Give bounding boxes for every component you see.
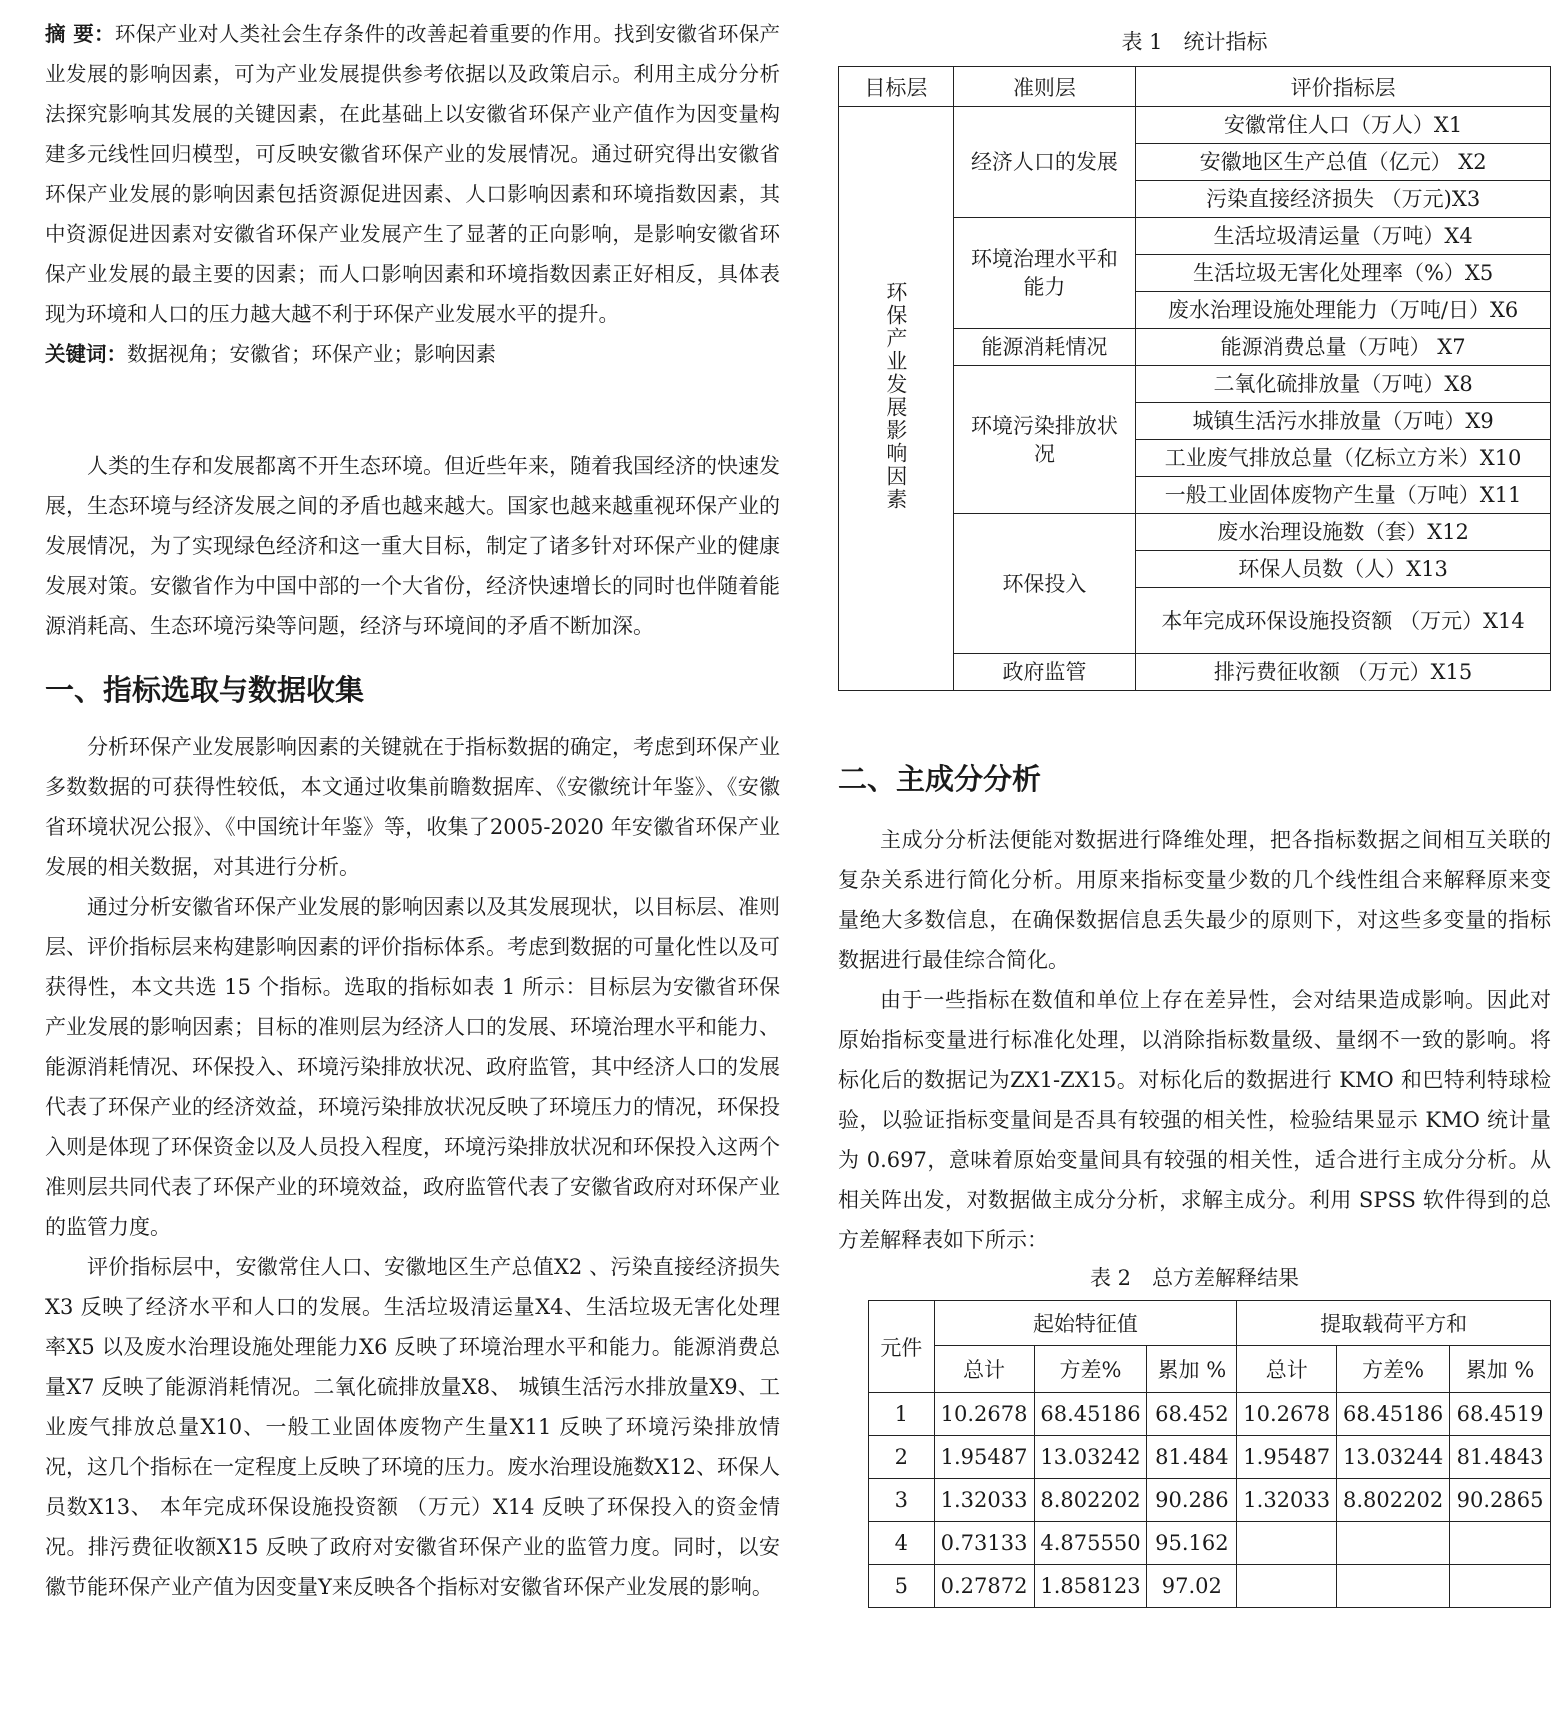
section1-p3: 评价指标层中，安徽常住人口、安徽地区生产总值X2 、污染直接经济损失X3 反映了经济水平和人口的发展。生活垃圾清运量X4、生活垃圾无害化处理率X5 以及废水治理设施处理能力X6 反映了环境治理水平和能力。能源消费总量X7 反映了能源消耗情况。二氧化硫排放量X8、 城镇生活污水排放量X9、工业废气排放总量X10、一般工业固体废物产生量X11 反映了环境污染排放情况，这几个指标在一定程度上反映了环境的压力。废水治理设施数X12、环保人员数X13、 本年完成环保设施投资额 （万元）X14 反映了环保投入的资金情况。排污费征收额X15 反映了政府对安徽省环保产业的监管力度。同时，以安徽节能环保产业产值为因变量Y来反映各个指标对安徽省环保产业发展的影响。 — [45, 1255, 780, 1599]
table2-value-cell: 1.95487 — [1237, 1436, 1337, 1479]
table2-value-cell: 68.4519 — [1450, 1393, 1551, 1436]
table1-header-target: 目标层 — [839, 67, 954, 107]
table2-row — [869, 1522, 1551, 1565]
table1-row — [839, 107, 1551, 144]
table2-component-cell: 3 — [869, 1479, 935, 1522]
table1-indicator-cell: 能源消费总量（万吨） X7 — [1136, 329, 1551, 366]
table2-value-cell — [1337, 1565, 1450, 1608]
section1-p1: 分析环保产业发展影响因素的关键就在于指标数据的确定，考虑到环保产业多数数据的可获得性较低，本文通过收集前瞻数据库、《安徽统计年鉴》、《安徽省环境状况公报》、《中国统计年鉴》等，收集了2005-2020 年安徽省环保产业发展的相关数据，对其进行分析。 — [45, 735, 780, 879]
table1-header-criterion: 准则层 — [953, 67, 1136, 107]
table2-subheader: 方差% — [1034, 1346, 1147, 1393]
table1-target-label: 环保产业发展影响因素 — [883, 281, 908, 511]
table2-value-cell: 13.03242 — [1034, 1436, 1147, 1479]
left-column — [45, 0, 780, 1607]
table2-subheader: 累加 % — [1147, 1346, 1237, 1393]
table1-indicator-cell: 工业废气排放总量（亿标立方米）X10 — [1136, 440, 1551, 477]
table2-value-cell: 13.03244 — [1337, 1436, 1450, 1479]
section1-title: 一、指标选取与数据收集 — [45, 673, 365, 707]
table2-value-cell: 81.484 — [1147, 1436, 1237, 1479]
table2-value-cell — [1337, 1522, 1450, 1565]
section2-p1: 主成分分析法便能对数据进行降维处理，把各指标数据之间相互关联的复杂关系进行简化分析。用原来指标变量少数的几个线性组合来解释原来变量绝大多数信息，在确保数据信息丢失最少的原则下，对这些多变量的指标数据进行最佳综合简化。 — [838, 828, 1551, 972]
table1-indicator-cell: 生活垃圾清运量（万吨）X4 — [1136, 218, 1551, 255]
table2-header-extract: 提取载荷平方和 — [1237, 1301, 1551, 1346]
table2-value-cell: 68.45186 — [1034, 1393, 1147, 1436]
table1-indicator-cell: 废水治理设施处理能力（万吨/日）X6 — [1136, 292, 1551, 329]
table1-indicator-cell: 一般工业固体废物产生量（万吨）X11 — [1136, 477, 1551, 514]
table2-value-cell: 0.27872 — [934, 1565, 1034, 1608]
table1-indicator-cell: 排污费征收额 （万元）X15 — [1136, 654, 1551, 691]
table2-value-cell: 90.286 — [1147, 1479, 1237, 1522]
table1-indicator-cell: 生活垃圾无害化处理率（%）X5 — [1136, 255, 1551, 292]
table2-value-cell: 95.162 — [1147, 1522, 1237, 1565]
table2-value-cell: 1.95487 — [934, 1436, 1034, 1479]
table2-row — [869, 1565, 1551, 1608]
table1-indicator-cell: 城镇生活污水排放量（万吨）X9 — [1136, 403, 1551, 440]
table2-value-cell: 4.875550 — [1034, 1522, 1147, 1565]
table1-criterion-cell: 能源消耗情况 — [953, 329, 1136, 366]
keywords-text: 数据视角；安徽省；环保产业；影响因素 — [127, 342, 496, 366]
table2-value-cell: 10.2678 — [934, 1393, 1034, 1436]
table1-criterion-cell: 经济人口的发展 — [953, 107, 1136, 218]
table2-value-cell — [1450, 1565, 1551, 1608]
abstract-text: 环保产业对人类社会生存条件的改善起着重要的作用。找到安徽省环保产业发展的影响因素，可为产业发展提供参考依据以及政策启示。利用主成分分析法探究影响其发展的关键因素，在此基础上以安徽省环保产业产值作为因变量构建多元线性回归模型，可反映安徽省环保产业的发展情况。通过研究得出安徽省环保产业发展的影响因素包括资源促进因素、人口影响因素和环境指数因素，其中资源促进因素对安徽省环保产业发展产生了显著的正向影响，是影响安徽省环保产业发展的最主要的因素；而人口影响因素和环境指数因素正好相反，具体表现为环境和人口的压力越大越不利于环保产业发展水平的提升。 — [45, 22, 781, 326]
section2-p2: 由于一些指标在数值和单位上存在差异性，会对结果造成影响。因此对原始指标变量进行标准化处理，以消除指标数量级、量纲不一致的影响。将标化后的数据记为ZX1-ZX15。对标化后的数据进行 KMO 和巴特利特球检验，以验证指标变量间是否具有较强的相关性，检验结果显示 KMO 统计量为 0.697，意味着原始变量间具有较强的相关性，适合进行主成分分析。从相关阵出发，对数据做主成分分析，求解主成分。利用 SPSS 软件得到的总方差解释表如下所示： — [838, 988, 1551, 1252]
table2-value-cell: 1.32033 — [1237, 1479, 1337, 1522]
table2-subheader: 累加 % — [1450, 1346, 1551, 1393]
table1-indicator-cell: 废水治理设施数（套）X12 — [1136, 514, 1551, 551]
table1-criterion-cell: 政府监管 — [953, 654, 1136, 691]
table1-criterion-cell: 环保投入 — [953, 514, 1136, 654]
table2-component-cell: 2 — [869, 1436, 935, 1479]
table2-value-cell: 1.858123 — [1034, 1565, 1147, 1608]
table2-value-cell: 0.73133 — [934, 1522, 1034, 1565]
table2-subheader: 方差% — [1337, 1346, 1450, 1393]
table2-value-cell: 97.02 — [1147, 1565, 1237, 1608]
table1-indicator-cell: 污染直接经济损失 （万元)X3 — [1136, 181, 1551, 218]
table2-value-cell — [1450, 1522, 1551, 1565]
table1-criterion-cell: 环境治理水平和能力 — [953, 218, 1136, 329]
abstract — [45, 14, 780, 334]
right-column — [838, 0, 1551, 1608]
table1-caption: 表 1 统计指标 — [1121, 30, 1268, 54]
table2-row — [869, 1393, 1551, 1436]
table2-header-initial: 起始特征值 — [934, 1301, 1237, 1346]
table2-header-component: 元件 — [869, 1301, 935, 1393]
table2-value-cell: 8.802202 — [1337, 1479, 1450, 1522]
section2-title: 二、主成分分析 — [838, 762, 1042, 796]
table2-row — [869, 1436, 1551, 1479]
table2-value-cell: 68.45186 — [1337, 1393, 1450, 1436]
table2-subheader: 总计 — [1237, 1346, 1337, 1393]
abstract-label: 摘 要： — [45, 22, 115, 46]
table2-value-cell: 1.32033 — [934, 1479, 1034, 1522]
table1-criterion-cell: 环境污染排放状况 — [953, 366, 1136, 514]
table2-value-cell — [1237, 1522, 1337, 1565]
table2-caption: 表 2 总方差解释结果 — [1089, 1266, 1300, 1290]
table2-component-cell: 5 — [869, 1565, 935, 1608]
table1 — [838, 66, 1551, 691]
table2-component-cell: 4 — [869, 1522, 935, 1565]
table2-value-cell: 81.4843 — [1450, 1436, 1551, 1479]
keywords — [45, 334, 780, 374]
table2 — [868, 1300, 1551, 1608]
table2-row — [869, 1479, 1551, 1522]
table2-value-cell: 90.2865 — [1450, 1479, 1551, 1522]
table2-value-cell: 8.802202 — [1034, 1479, 1147, 1522]
table1-indicator-cell: 环保人员数（人）X13 — [1136, 551, 1551, 588]
table2-value-cell: 68.452 — [1147, 1393, 1237, 1436]
intro-paragraph: 人类的生存和发展都离不开生态环境。但近些年来，随着我国经济的快速发展，生态环境与经济发展之间的矛盾也越来越大。国家也越来越重视环保产业的发展情况，为了实现绿色经济和这一重大目标，制定了诸多针对环保产业的健康发展对策。安徽省作为中国中部的一个大省份，经济快速增长的同时也伴随着能源消耗高、生态环境污染等问题，经济与环境间的矛盾不断加深。 — [45, 454, 780, 638]
table1-target-cell — [839, 107, 954, 691]
table1-indicator-cell: 二氧化硫排放量（万吨）X8 — [1136, 366, 1551, 403]
table2-subheader: 总计 — [934, 1346, 1034, 1393]
section1-p2: 通过分析安徽省环保产业发展的影响因素以及其发展现状，以目标层、准则层、评价指标层来构建影响因素的评价指标体系。考虑到数据的可量化性以及可获得性，本文共选 15 个指标。选取的指标如表 1 所示：目标层为安徽省环保产业发展的影响因素；目标的准则层为经济人口的发展、环境治理水平和能力、能源消耗情况、环保投入、环境污染排放状况、政府监管，其中经济人口的发展代表了环保产业的经济效益，环境污染排放状况反映了环境压力的情况，环保投入则是体现了环保资金以及人员投入程度，环境污染排放状况和环保投入这两个准则层共同代表了环保产业的环境效益，政府监管代表了安徽省政府对环保产业的监管力度。 — [45, 895, 780, 1239]
table1-indicator-cell: 安徽常住人口（万人）X1 — [1136, 107, 1551, 144]
table2-value-cell — [1237, 1565, 1337, 1608]
table2-value-cell: 10.2678 — [1237, 1393, 1337, 1436]
keywords-label: 关键词： — [45, 342, 127, 366]
table1-header-indicator: 评价指标层 — [1136, 67, 1551, 107]
table1-indicator-cell: 安徽地区生产总值（亿元） X2 — [1136, 144, 1551, 181]
table2-component-cell: 1 — [869, 1393, 935, 1436]
table1-indicator-cell: 本年完成环保设施投资额 （万元）X14 — [1136, 588, 1551, 654]
